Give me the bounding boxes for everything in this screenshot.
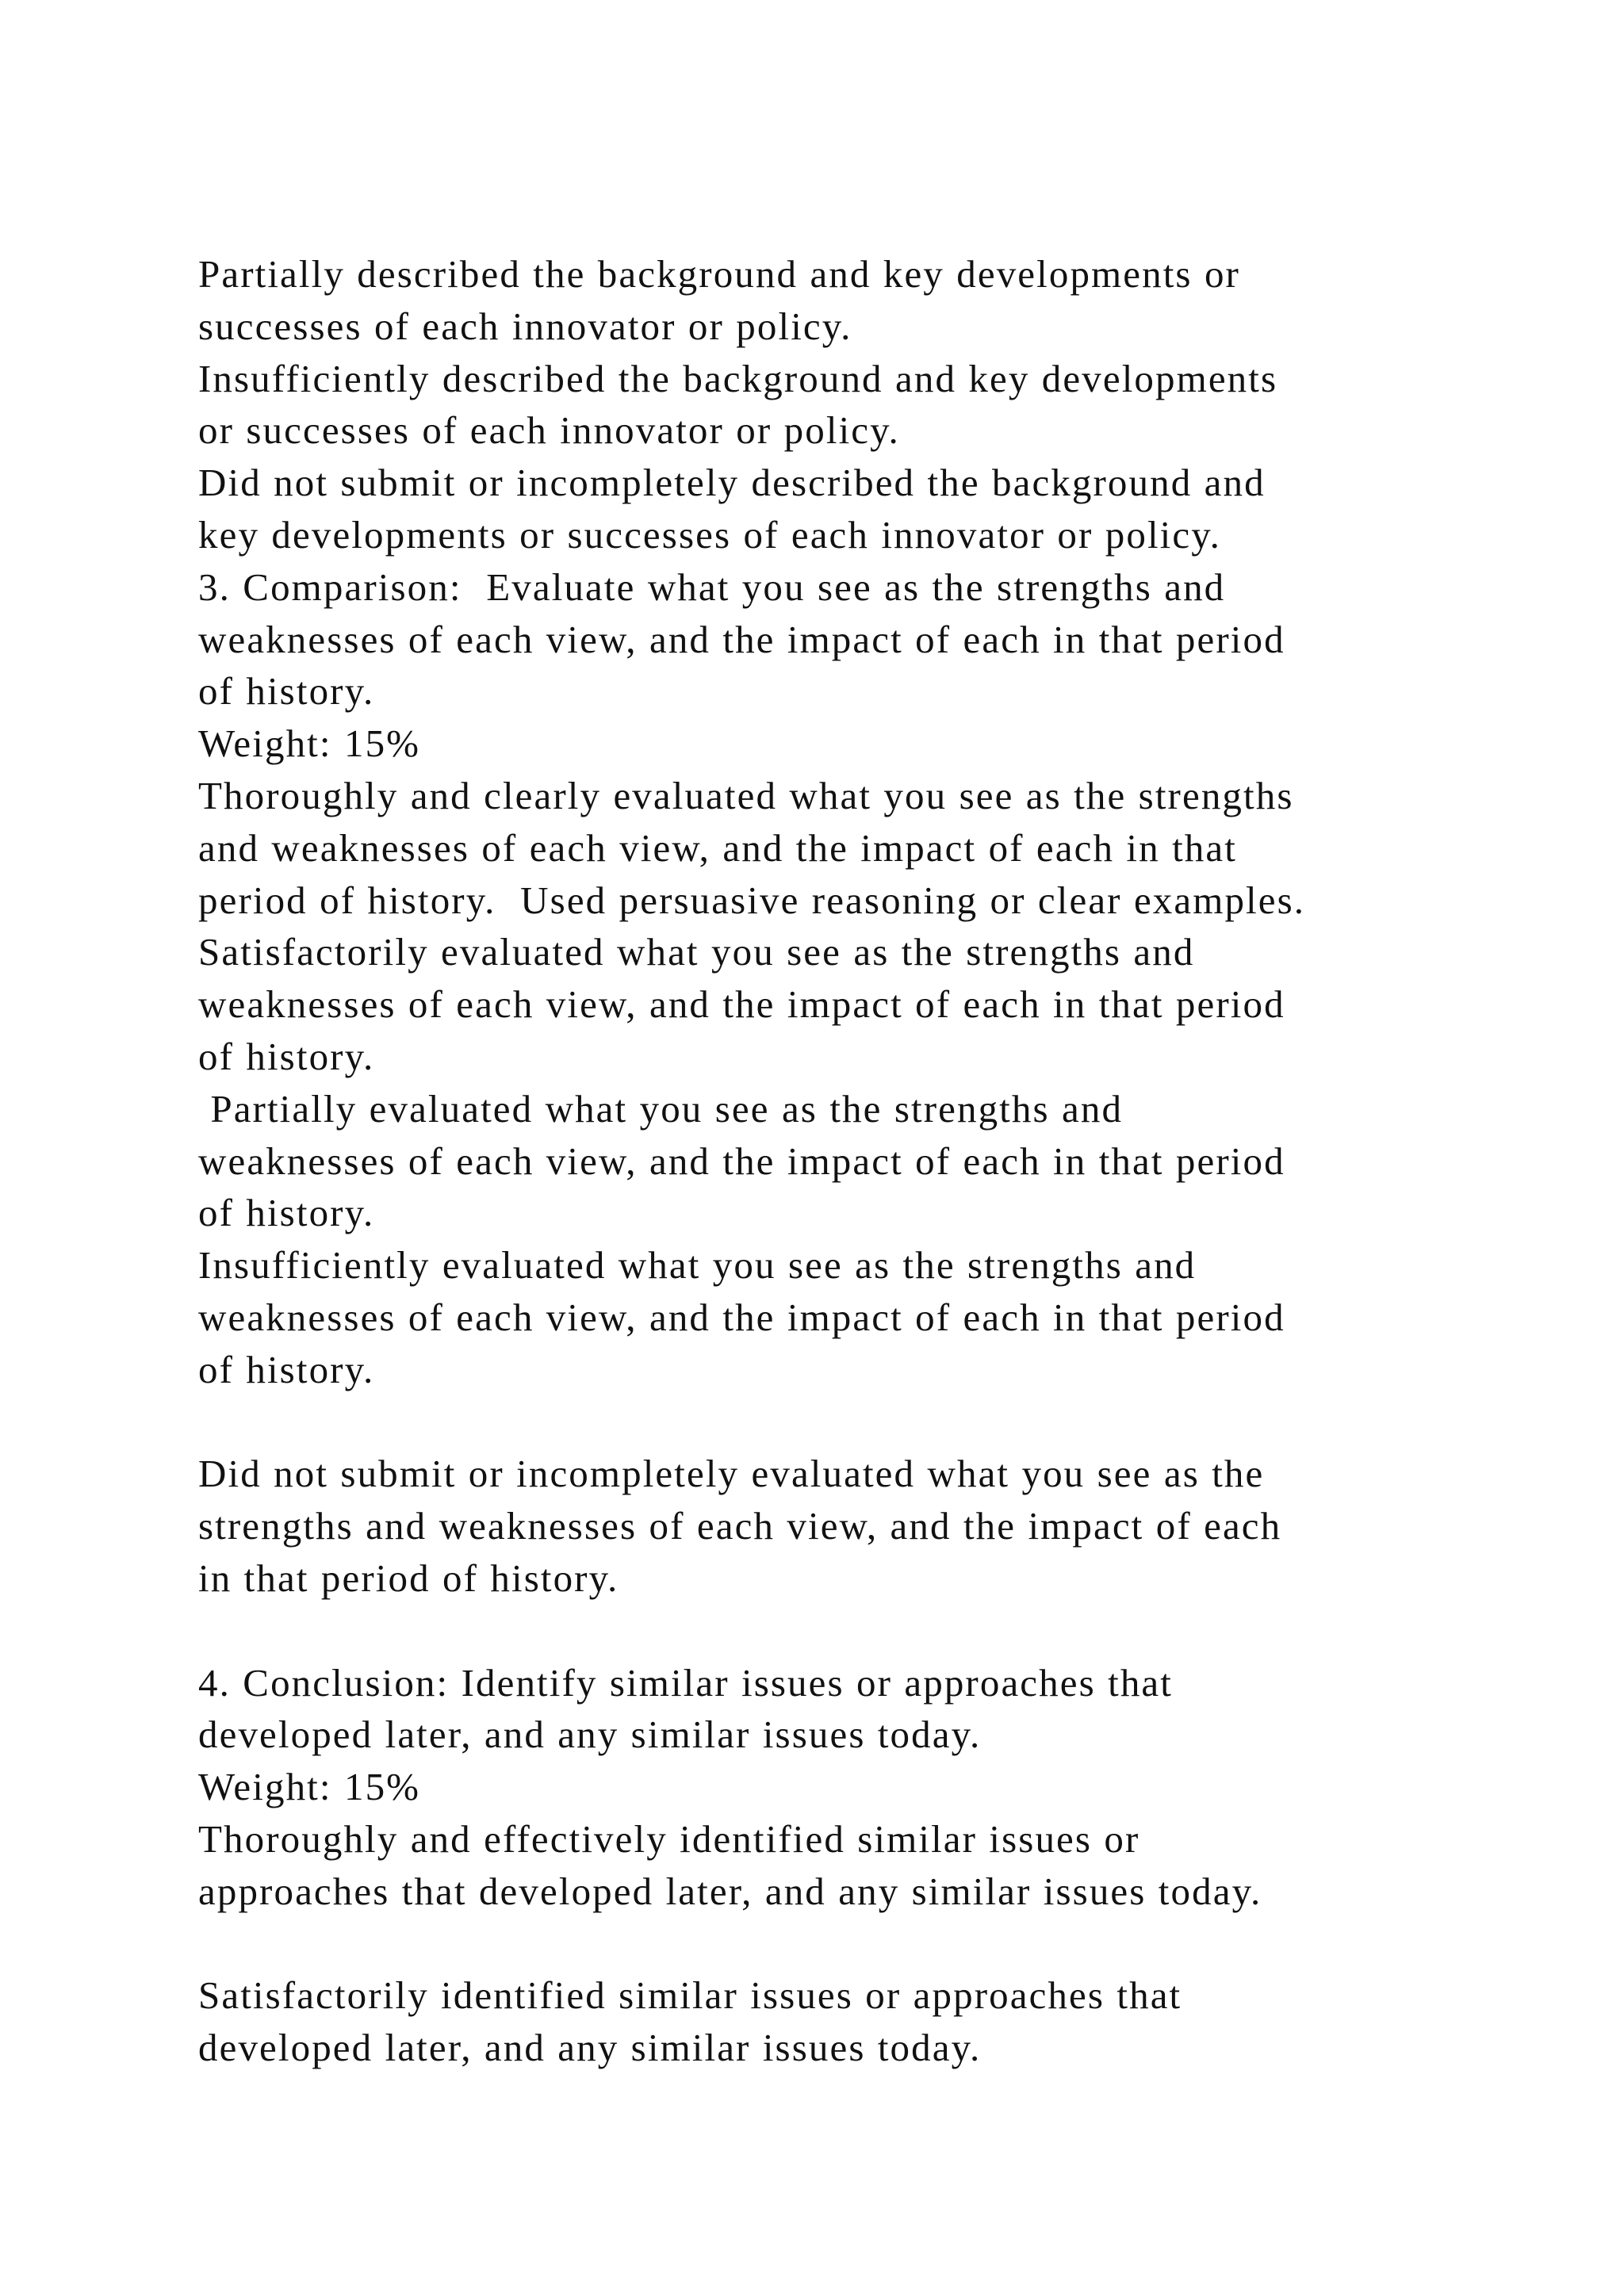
text-line: Satisfactorily identified similar issues or approaches that bbox=[198, 1973, 1182, 2018]
blank-line bbox=[198, 1605, 1610, 1657]
text-line: weaknesses of each view, and the impact of each in that period bbox=[198, 1138, 1285, 1183]
text-line: successes of each innovator or policy. bbox=[198, 304, 852, 348]
text-line: weaknesses of each view, and the impact of each in that period bbox=[198, 617, 1285, 661]
document-body bbox=[198, 248, 1610, 2074]
text-line: Partially described the background and key developments or bbox=[198, 252, 1240, 296]
text-line: Thoroughly and effectively identified similar issues or bbox=[198, 1816, 1140, 1861]
text-line: Partially evaluated what you see as the strengths and bbox=[198, 1086, 1124, 1131]
text-line: weaknesses of each view, and the impact of each in that period bbox=[198, 1295, 1285, 1339]
text-line: weaknesses of each view, and the impact of each in that period bbox=[198, 982, 1285, 1027]
text-line: key developments or successes of each innovator or policy. bbox=[198, 512, 1222, 557]
text-line: of history. bbox=[198, 1191, 375, 1235]
text-line: Satisfactorily evaluated what you see as the strengths and bbox=[198, 930, 1195, 974]
text-line: approaches that developed later, and any similar issues today. bbox=[198, 1869, 1262, 1913]
text-line: in that period of history. bbox=[198, 1556, 619, 1600]
text-line: Did not submit or incompletely described the background and bbox=[198, 461, 1266, 505]
text-line: period of history. Used persuasive reasoning or clear examples. bbox=[198, 878, 1306, 922]
text-line: of history. bbox=[198, 1034, 375, 1078]
text-line: developed later, and any similar issues today. bbox=[198, 2026, 982, 2070]
text-line: of history. bbox=[198, 669, 375, 714]
text-line: strengths and weaknesses of each view, and the impact of each bbox=[198, 1504, 1282, 1548]
text-line: developed later, and any similar issues today. bbox=[198, 1712, 982, 1757]
weight-label: Weight: 15% bbox=[198, 1765, 421, 1809]
text-line: Did not submit or incompletely evaluated what you see as the bbox=[198, 1452, 1265, 1496]
blank-line bbox=[198, 1918, 1610, 1970]
text-line: Insufficiently evaluated what you see as the strengths and bbox=[198, 1243, 1197, 1288]
weight-label: Weight: 15% bbox=[198, 721, 421, 766]
section-heading-comparison: 3. Comparison: Evaluate what you see as the strengths and bbox=[198, 564, 1226, 609]
text-line: Thoroughly and clearly evaluated what you see as the strengths bbox=[198, 773, 1294, 817]
text-line: Insufficiently described the background and key developments bbox=[198, 356, 1278, 400]
text-line: and weaknesses of each view, and the impact of each in that bbox=[198, 825, 1237, 870]
section-heading-conclusion: 4. Conclusion: Identify similar issues or approaches that bbox=[198, 1660, 1173, 1705]
text-line: or successes of each innovator or policy. bbox=[198, 408, 900, 453]
text-line: of history. bbox=[198, 1347, 375, 1391]
blank-line bbox=[198, 1396, 1610, 1448]
